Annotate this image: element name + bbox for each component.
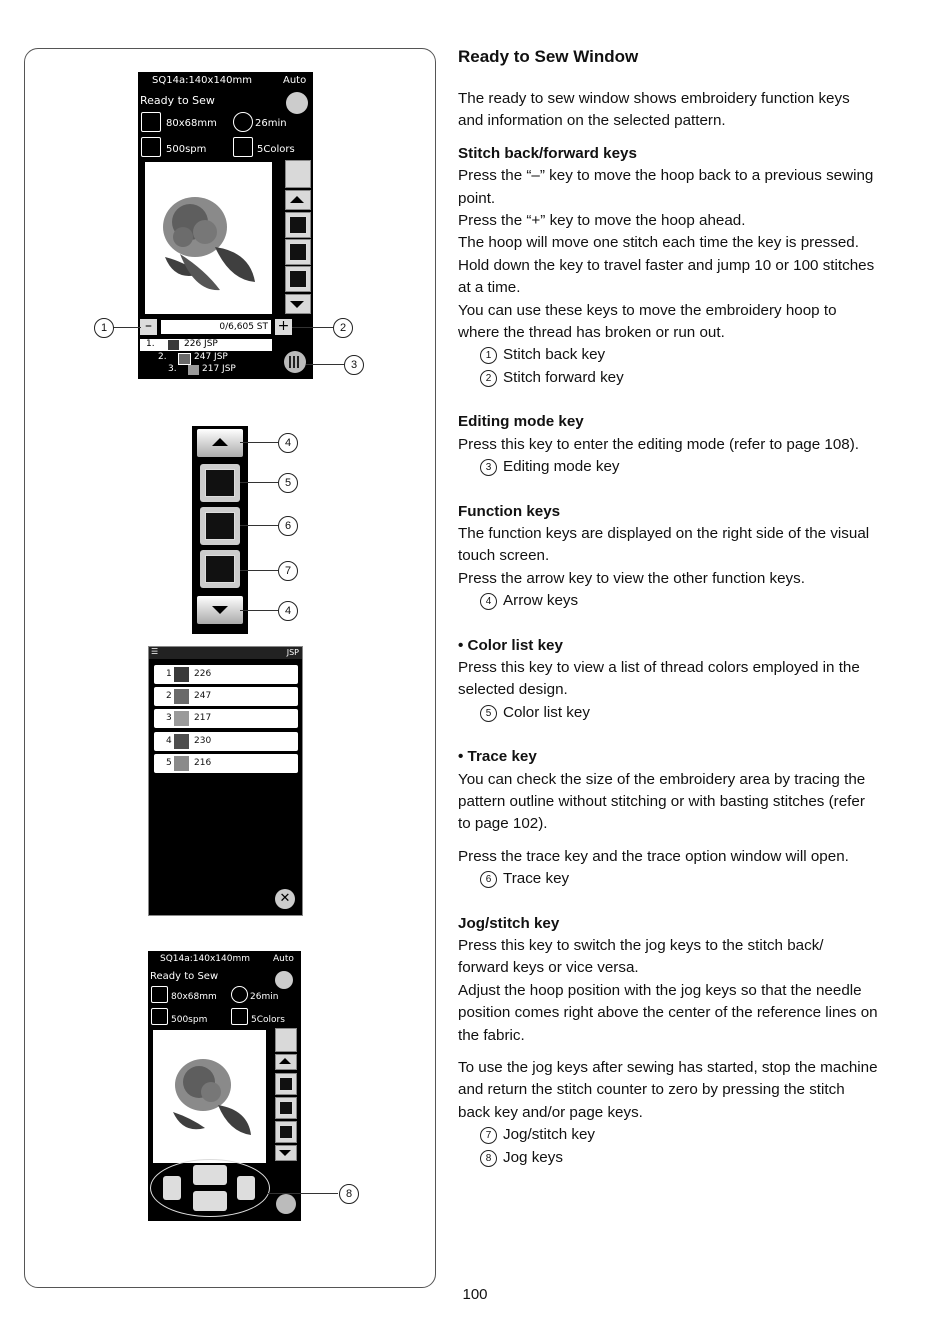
color-swatch: [174, 756, 189, 771]
return-button[interactable]: [286, 92, 308, 114]
callout-8: 8: [339, 1184, 359, 1204]
item-label: Jog keys: [503, 1148, 563, 1166]
jog-stitch-icon: [205, 555, 235, 583]
color-swatch: [174, 667, 189, 682]
paragraph: Adjust the hoop position with the jog keys so that the needle position comes right above the center of the reference lines on the fabric.: [458, 981, 878, 1044]
return-button[interactable]: [275, 971, 293, 989]
stitch-counter: [161, 320, 271, 334]
colors-value: 5Colors: [251, 1015, 285, 1025]
ready-to-sew-screen-jog: [148, 951, 301, 1221]
speed-icon: [151, 1008, 168, 1025]
color-row[interactable]: 5 216: [154, 754, 298, 773]
callout-5: 5: [278, 473, 298, 493]
thread-swatch: [168, 340, 179, 350]
list-item: [458, 1147, 878, 1169]
section-title: Stitch back/forward keys: [458, 144, 637, 162]
section-title: • Trace key: [458, 748, 537, 766]
item-number: 6: [480, 871, 497, 888]
screen-title: Ready to Sew: [150, 971, 219, 982]
intro-paragraph: The ready to sew window shows embroidery function keys and information on the selected pattern.: [458, 90, 850, 130]
paragraph: The function keys are displayed on the right side of the visual touch screen.: [458, 524, 870, 565]
jog-right-button[interactable]: [237, 1176, 255, 1200]
paragraph: You can check the size of the embroidery area by tracing the pattern outline without stitching or with basting stitches (refer to page 102).: [458, 770, 866, 833]
spool-icon: [231, 1008, 248, 1025]
callout-leader: [240, 442, 278, 443]
item-label: Stitch forward key: [503, 368, 624, 386]
colors-value: 5Colors: [257, 144, 295, 155]
thread-row: [140, 339, 272, 351]
list-item: [458, 590, 878, 612]
size-icon: [141, 112, 161, 132]
auto-label: Auto: [273, 954, 294, 964]
callout-leader: [240, 482, 278, 483]
trace-button[interactable]: [275, 1097, 297, 1119]
presser-foot-button[interactable]: [285, 160, 311, 188]
size-value: 80x68mm: [166, 118, 217, 129]
up-arrow-icon: [279, 1058, 291, 1064]
pattern-preview: [145, 162, 272, 314]
pattern-preview: [153, 1030, 266, 1163]
color-swatch: [174, 689, 189, 704]
page-heading: Ready to Sew Window: [458, 47, 639, 66]
list-item: [458, 456, 878, 478]
color-list-window: [148, 646, 303, 916]
color-list-button[interactable]: [275, 1073, 297, 1095]
hoop-label: SQ14a:140x140mm: [152, 75, 253, 86]
close-button[interactable]: [275, 889, 295, 909]
callout-leader: [240, 525, 278, 526]
size-icon: [151, 986, 168, 1003]
callout-2: 2: [333, 318, 353, 338]
list-item: [458, 868, 878, 890]
callout-6: 6: [278, 516, 298, 536]
section-title: • Color list key: [458, 636, 563, 654]
color-list-button[interactable]: [285, 212, 311, 238]
item-number: 1: [480, 347, 497, 364]
thread-row: [140, 352, 272, 364]
close-icon: ✕: [279, 891, 291, 906]
scroll-down-button[interactable]: [275, 1145, 297, 1161]
stitch-back-button[interactable]: –: [140, 319, 157, 335]
callout-1: 1: [94, 318, 114, 338]
paragraph: Press the “+” key to move the hoop ahead.: [458, 212, 746, 230]
callout-7: 7: [278, 561, 298, 581]
up-arrow-icon: [212, 438, 228, 446]
callout-4: 4: [278, 433, 298, 453]
jog-stitch-icon: [289, 270, 307, 288]
up-arrow-icon: [290, 196, 304, 203]
paragraph: Press the trace key and the trace option window will open.: [458, 847, 849, 865]
paragraph: Press this key to view a list of thread colors employed in the selected design.: [458, 658, 860, 699]
scroll-up-button[interactable]: [275, 1054, 297, 1070]
color-row[interactable]: 4 230: [154, 732, 298, 751]
jog-up-button[interactable]: [193, 1165, 227, 1185]
list-icon: ☰: [151, 647, 159, 656]
trace-icon: [289, 243, 307, 261]
callout-3: 3: [344, 355, 364, 375]
callout-leader: [306, 364, 344, 365]
down-arrow-icon: [212, 606, 228, 614]
trace-button[interactable]: [285, 239, 311, 265]
list-item: [458, 344, 878, 366]
paragraph: Press this key to switch the jog keys to the stitch back/ forward keys or vice versa.: [458, 937, 824, 977]
list-item: [458, 1124, 878, 1146]
down-arrow-icon: [290, 301, 304, 308]
item-label: Stitch back key: [503, 346, 606, 364]
item-label: Trace key: [503, 870, 570, 888]
thread-number: 2.: [158, 352, 167, 362]
arrow-down-key[interactable]: [197, 596, 243, 624]
callout-leader: [268, 1193, 338, 1194]
jog-keys: [150, 1159, 270, 1217]
item-number: 3: [480, 459, 497, 476]
thread-row: [140, 364, 272, 376]
callout-4b: 4: [278, 601, 298, 621]
callout-leader: [292, 327, 333, 328]
item-number: 4: [480, 593, 497, 610]
thread-code: 226 JSP: [184, 339, 218, 349]
paragraph: Press the “–” key to move the hoop back to a previous sewing point.: [458, 167, 874, 207]
arrow-up-key[interactable]: [197, 429, 243, 457]
item-label: Arrow keys: [503, 592, 579, 610]
ready-to-sew-screen: [138, 72, 313, 379]
jog-down-button[interactable]: [193, 1191, 227, 1211]
color-row[interactable]: 1 226: [154, 665, 298, 684]
item-number: 8: [480, 1150, 497, 1167]
color-row[interactable]: 2 247: [154, 687, 298, 706]
time-value: 26min: [250, 992, 279, 1002]
color-swatch: [174, 711, 189, 726]
trace-key[interactable]: [200, 507, 240, 545]
function-key-column: [275, 1028, 297, 1164]
clock-icon: [231, 986, 248, 1003]
thread-code: 217 JSP: [202, 364, 236, 374]
brand-label: JSP: [286, 648, 299, 657]
speed-icon: [141, 137, 161, 157]
function-key-column: [285, 160, 311, 315]
flower-pattern-image: [153, 1030, 266, 1163]
color-list-icon: [279, 1077, 293, 1091]
callout-leader: [240, 610, 278, 611]
color-swatch: [174, 734, 189, 749]
list-item: [458, 367, 878, 389]
flower-pattern-image: [145, 162, 272, 314]
jog-stitch-button[interactable]: [285, 266, 311, 292]
paragraph: The hoop will move one stitch each time the key is pressed. Hold down the key to travel faster and jump 10 or 100 stitches at a time.: [458, 234, 875, 297]
item-number: 5: [480, 705, 497, 722]
paragraph: Press the arrow key to view the other function keys.: [458, 569, 805, 587]
color-list-icon: [289, 216, 307, 234]
move-icon: [279, 1125, 293, 1139]
down-arrow-icon: [279, 1150, 291, 1156]
clock-icon: [233, 112, 253, 132]
hoop-label: SQ14a:140x140mm: [160, 954, 251, 964]
presser-foot-button[interactable]: [275, 1028, 297, 1052]
thread-number: 1.: [146, 339, 155, 349]
scroll-down-button[interactable]: [285, 294, 311, 314]
trace-icon: [279, 1101, 293, 1115]
paragraph: To use the jog keys after sewing has started, stop the machine and return the stitch counter to zero by pressing the stitch back key and/or page keys.: [458, 1059, 878, 1121]
screen-title: Ready to Sew: [140, 94, 215, 107]
item-label: Jog/stitch key: [503, 1126, 596, 1144]
paragraph: Press this key to enter the editing mode (refer to page 108).: [458, 435, 860, 453]
stitch-forward-button[interactable]: +: [275, 319, 292, 335]
list-item: [458, 702, 878, 724]
speed-value: 500spm: [171, 1015, 208, 1025]
scroll-up-button[interactable]: [285, 190, 311, 210]
section-title: Function keys: [458, 502, 561, 520]
color-row[interactable]: 3 217: [154, 709, 298, 728]
size-value: 80x68mm: [171, 992, 217, 1002]
trace-icon: [205, 512, 235, 540]
grid-icon: [289, 356, 301, 368]
text-column: [458, 46, 878, 1169]
thread-code: 247 JSP: [194, 352, 228, 362]
color-list-key[interactable]: [200, 464, 240, 502]
item-label: Color list key: [503, 703, 590, 721]
thread-swatch: [188, 365, 199, 375]
auto-label: Auto: [283, 75, 307, 86]
stitch-counter-value: 0/6,605 ST: [219, 322, 268, 332]
editing-mode-button[interactable]: [276, 1194, 296, 1214]
paragraph: You can use these keys to move the embroidery hoop to where the thread has broken or run out.: [458, 301, 837, 342]
item-label: Editing mode key: [503, 458, 620, 476]
color-list-icon: [205, 469, 235, 497]
callout-leader: [240, 570, 278, 571]
editing-mode-button[interactable]: [284, 351, 306, 373]
spool-icon: [233, 137, 253, 157]
speed-value: 500spm: [166, 144, 207, 155]
section-title: Jog/stitch key: [458, 914, 560, 932]
item-number: 2: [480, 370, 497, 387]
jog-stitch-key[interactable]: [200, 550, 240, 588]
thread-number: 3.: [168, 364, 177, 374]
color-list-header: [149, 647, 302, 659]
section-title: Editing mode key: [458, 413, 584, 431]
function-keys-closeup: [192, 426, 248, 634]
page-number: 100: [462, 1286, 488, 1303]
item-number: 7: [480, 1127, 497, 1144]
jog-stitch-button[interactable]: [275, 1121, 297, 1143]
time-value: 26min: [255, 118, 287, 129]
callout-leader: [113, 327, 141, 328]
jog-left-button[interactable]: [163, 1176, 181, 1200]
